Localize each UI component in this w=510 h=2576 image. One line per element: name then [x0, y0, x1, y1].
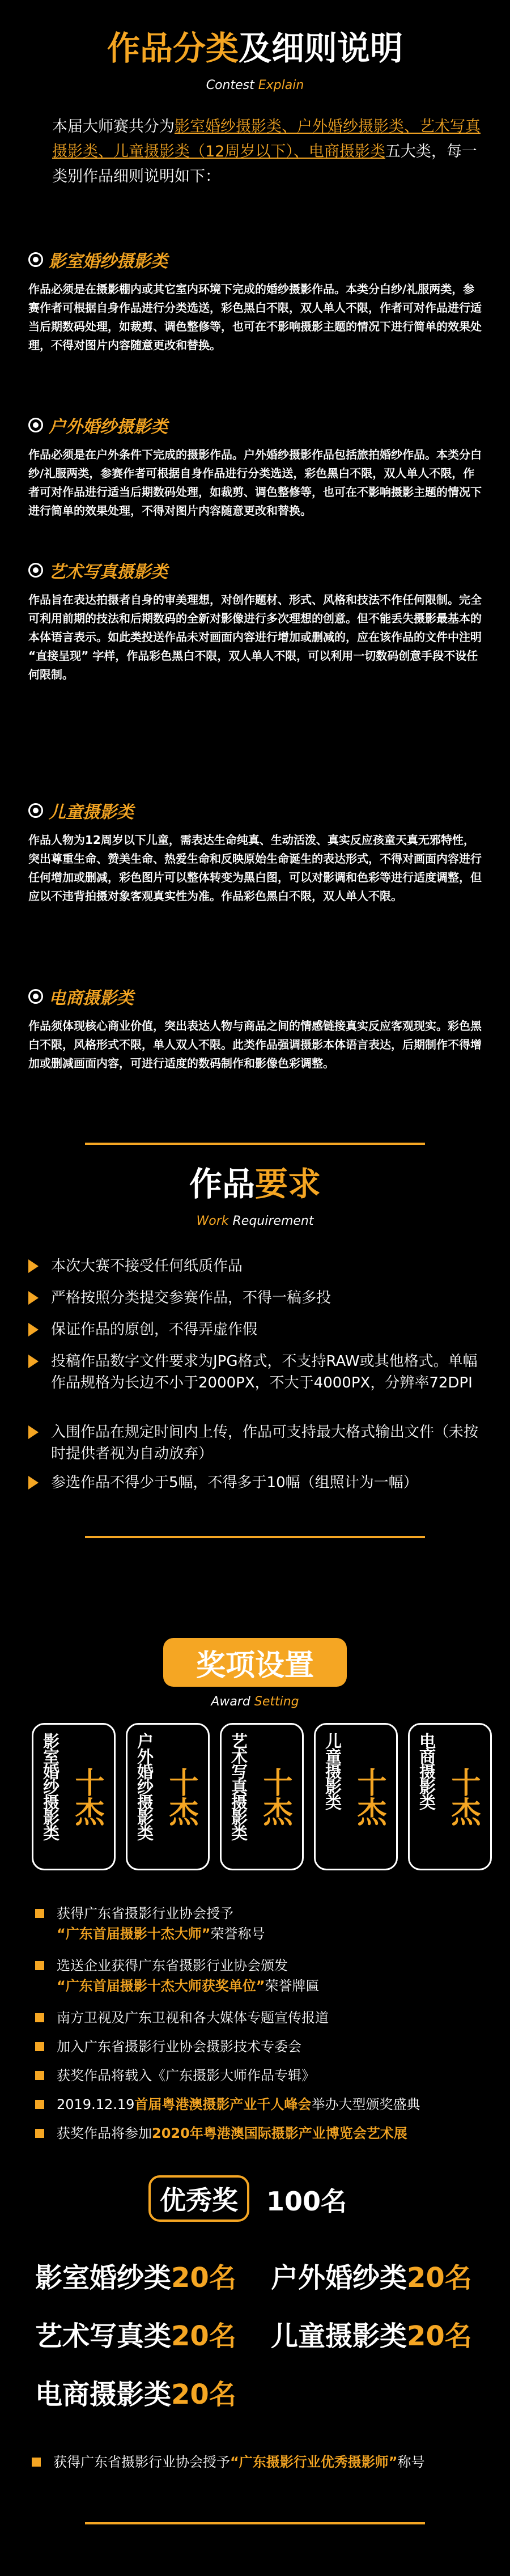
- target-icon: [28, 803, 43, 818]
- award-card: [220, 1723, 304, 1870]
- honor-text: 荣誉牌匾: [265, 1978, 320, 1994]
- excellence-total: 100名: [266, 2186, 347, 2217]
- note-text: 获得广东省摄影行业协会授予: [53, 2454, 230, 2470]
- category-name: 户外婚纱摄影类: [49, 417, 168, 437]
- square-bullet-icon: [35, 2013, 44, 2022]
- honor-text: 荣誉称号: [210, 1926, 265, 1942]
- honor-item: [35, 2065, 488, 2086]
- excellence-name: 电商摄影类: [35, 2379, 172, 2411]
- honor-text: 南方卫视及广东卫视和各大媒体专题宣传报道: [57, 2010, 329, 2026]
- requirement-text: 本次大赛不接受任何纸质作品: [51, 1258, 243, 1275]
- requirement-text: 保证作品的原创，不得弄虚作假: [51, 1321, 258, 1338]
- title-word: 作品: [189, 1165, 255, 1203]
- award-category: 电商摄影类: [417, 1733, 436, 1809]
- honor-text: 加入广东省摄影行业协会摄影技术专委会: [57, 2039, 301, 2055]
- category-desc: 作品必须是在摄影棚内或其它室内环境下完成的婚纱摄影作品。本类分白纱/礼服两类，参赛作者可根据自身作品进行分类选送，彩色黑白不限，双人单人不限，作者可对作品进行适当后期数码处理，如裁剪、调色整修等，也可在不影响摄影主题的情况下进行简单的效果处理，不得对图片内容随意更改和替换。: [28, 282, 482, 352]
- honor-text: 获奖作品将载入《广东摄影大师作品专辑》: [57, 2068, 315, 2083]
- subtitle-highlight: Setting: [254, 1695, 299, 1709]
- triangle-bullet-icon: [28, 1476, 39, 1489]
- requirement-item: [28, 1351, 482, 1394]
- requirement-item: [28, 1287, 482, 1309]
- requirement-text: 投稿作品数字文件要求为JPG格式，不支持RAW或其他格式。单幅作品规格为长边不小于2000PX，不大于4000PX，分辨率72DPI: [51, 1353, 478, 1391]
- square-bullet-icon: [35, 2042, 44, 2051]
- category-name: 电商摄影类: [49, 988, 134, 1008]
- excellence-name: 艺术写真类: [35, 2320, 172, 2352]
- honor-highlight: “广东首届摄影十杰大师获奖单位”: [57, 1978, 265, 1994]
- title-highlight: 作品分类: [107, 29, 239, 67]
- award-category: 艺术写真摄影类: [229, 1733, 248, 1840]
- honor-text: 选送企业获得广东省摄影行业协会颁发: [57, 1958, 288, 1974]
- section1-subtitle: [0, 78, 510, 92]
- section3-subtitle: [0, 1695, 510, 1709]
- requirement-item: [28, 1472, 482, 1493]
- section2-subtitle: [0, 1214, 510, 1228]
- category-block: [28, 558, 482, 684]
- category-desc: 作品旨在表达拍摄者自身的审美理想，对创作题材、形式、风格和技法不作任何限制。完全可利用前期的技法和后期数码的全新对影像进行多次理想的创意。但不能丢失摄影最基本的本体语言表示。如此类投送作品未对画面内容进行增加或删减的，应在该作品的文件中注明 “直接呈现” 字样，作品彩色黑白不限，双人单人不限，可以利用一切数码创意手段不设任何限制。: [28, 593, 482, 681]
- divider: [85, 1143, 425, 1145]
- requirement-item: [28, 1319, 482, 1340]
- square-bullet-icon: [35, 2129, 44, 2138]
- intro-paragraph: [52, 114, 483, 189]
- honor-item: [35, 1903, 488, 1944]
- target-icon: [28, 563, 43, 578]
- honor-item: [35, 2008, 488, 2028]
- requirement-text: 参选作品不得少于5幅，不得多于10幅（组照计为一幅）: [51, 1474, 418, 1491]
- award-card: [32, 1723, 116, 1870]
- note-text: 称号: [397, 2454, 425, 2470]
- honor-item: [35, 2123, 488, 2144]
- award-category: 影室婚纱摄影类: [41, 1733, 60, 1840]
- title-highlight: 要求: [255, 1165, 321, 1203]
- excellence-name: 影室婚纱类: [35, 2262, 172, 2294]
- target-icon: [28, 989, 43, 1004]
- subtitle-word: Contest: [206, 78, 258, 92]
- honor-text: 获得广东省摄影行业协会授予: [57, 1906, 233, 1921]
- triangle-bullet-icon: [28, 1355, 39, 1368]
- triangle-bullet-icon: [28, 1259, 39, 1273]
- honor-text: 2019.12.19: [57, 2097, 135, 2112]
- target-icon: [28, 252, 43, 267]
- triangle-bullet-icon: [28, 1291, 39, 1305]
- award-count: 十杰: [164, 1767, 198, 1826]
- category-desc: 作品必须是在户外条件下完成的摄影作品。户外婚纱摄影作品包括旅拍婚纱作品。本类分白纱/礼服两类，参赛作者可根据自身作品进行分类选送，彩色黑白不限，双人单人不限，作者可对作品进行适当后期数码处理，如裁剪、调色整修等，也可在不影响摄影主题的情况下进行简单的效果处理，不得对图片内容随意更改和替换。: [28, 448, 482, 517]
- subtitle-word: Requirement: [232, 1214, 314, 1228]
- category-name: 影室婚纱摄影类: [49, 252, 168, 271]
- target-icon: [28, 418, 43, 432]
- square-bullet-icon: [32, 2458, 41, 2467]
- triangle-bullet-icon: [28, 1323, 39, 1336]
- excellence-note: [32, 2452, 485, 2472]
- excellence-count: 20名: [407, 2262, 472, 2294]
- intro-lead: 本届大师赛共分为: [52, 118, 175, 135]
- subtitle-highlight: Explain: [258, 78, 304, 92]
- requirement-item: [28, 1421, 482, 1465]
- section2-title: [0, 1157, 510, 1205]
- award-count: 十杰: [258, 1767, 292, 1826]
- requirement-text: 入围作品在规定时间内上传，作品可支持最大格式输出文件（未按时提供者视为自动放弃）: [51, 1424, 479, 1462]
- award-card: [408, 1723, 492, 1870]
- excellence-category: [271, 2256, 472, 2295]
- honor-highlight: 2020年粤港澳国际摄影产业博览会艺术展: [152, 2125, 407, 2141]
- honor-text: 获奖作品将参加: [57, 2125, 152, 2141]
- award-count: 十杰: [70, 1767, 104, 1826]
- category-block: [28, 247, 482, 355]
- award-card: [126, 1723, 210, 1870]
- honor-text: 举办大型颁奖盛典: [311, 2097, 420, 2112]
- excellence-category: [35, 2373, 236, 2412]
- category-desc: 作品须体现核心商业价值，突出表达人物与商品之间的情感链接真实反应客观现实。彩色黑白不限，风格形式不限，单人双人不限。此类作品强调摄影本体语言表达，后期制作不得增加或删减画面内容，可进行适度的数码制作和影像色彩调整。: [28, 1019, 482, 1070]
- award-count: 十杰: [352, 1767, 386, 1826]
- subtitle-highlight: Work: [196, 1214, 233, 1228]
- excellence-count: 20名: [171, 2379, 236, 2411]
- divider: [85, 2522, 425, 2524]
- category-name: 艺术写真摄影类: [49, 562, 168, 582]
- excellence-name: 儿童摄影类: [271, 2320, 407, 2352]
- honor-item: [35, 1955, 488, 1996]
- award-count: 十杰: [446, 1767, 480, 1826]
- excellence-badge: 优秀奖: [148, 2175, 249, 2222]
- divider: [85, 1536, 425, 1538]
- excellence-name: 户外婚纱类: [271, 2262, 407, 2294]
- honor-item: [35, 2094, 488, 2115]
- intro-tail: 五大类，每一类别作品细则说明如下：: [52, 143, 477, 185]
- title-rest: 及细则说明: [239, 29, 403, 67]
- honor-highlight: 首届粤港澳摄影产业千人峰会: [134, 2097, 312, 2112]
- requirement-item: [28, 1255, 482, 1277]
- category-block: [28, 413, 482, 520]
- honor-highlight: “广东首届摄影十杰大师”: [57, 1926, 211, 1942]
- section1-title: [0, 22, 510, 69]
- square-bullet-icon: [35, 1909, 44, 1918]
- excellence-category: [35, 2256, 236, 2295]
- triangle-bullet-icon: [28, 1425, 39, 1439]
- requirement-text: 严格按照分类提交参赛作品，不得一稿多投: [51, 1289, 332, 1306]
- excellence-category: [35, 2314, 236, 2353]
- excellence-count: 20名: [171, 2262, 236, 2294]
- award-category: 户外婚纱摄影类: [135, 1733, 154, 1840]
- award-title-badge: 奖项设置: [163, 1638, 347, 1687]
- award-category: 儿童摄影类: [323, 1733, 342, 1809]
- square-bullet-icon: [35, 2071, 44, 2080]
- category-block: [28, 798, 482, 906]
- honor-item: [35, 2036, 488, 2057]
- intro-categories: 影室婚纱摄影类、户外婚纱摄影类、艺术写真摄影类、儿童摄影类（12周岁以下）、电商摄影类: [52, 118, 481, 160]
- excellence-count: 20名: [407, 2320, 472, 2352]
- award-card: [314, 1723, 398, 1870]
- square-bullet-icon: [35, 2100, 44, 2109]
- note-highlight: “广东摄影行业优秀摄影师”: [230, 2454, 398, 2470]
- excellence-category: [271, 2314, 472, 2353]
- category-block: [28, 984, 482, 1073]
- category-name: 儿童摄影类: [49, 803, 134, 822]
- excellence-count: 20名: [171, 2320, 236, 2352]
- square-bullet-icon: [35, 1961, 44, 1970]
- subtitle-word: Award: [211, 1695, 254, 1709]
- category-desc: 作品人物为12周岁以下儿童，需表达生命纯真、生动活泼、真实反应孩童天真无邪特性，突出尊重生命、赞美生命、热爱生命和反映原始生命诞生的表达形式，不得对画面内容进行任何增加或删减，彩色图片可以整体转变为黑白图，可以对影调和色彩等进行适度调整，但应以不违背拍摄对象客观真实性为准。作品彩色黑白不限，双人单人不限。: [28, 833, 482, 903]
